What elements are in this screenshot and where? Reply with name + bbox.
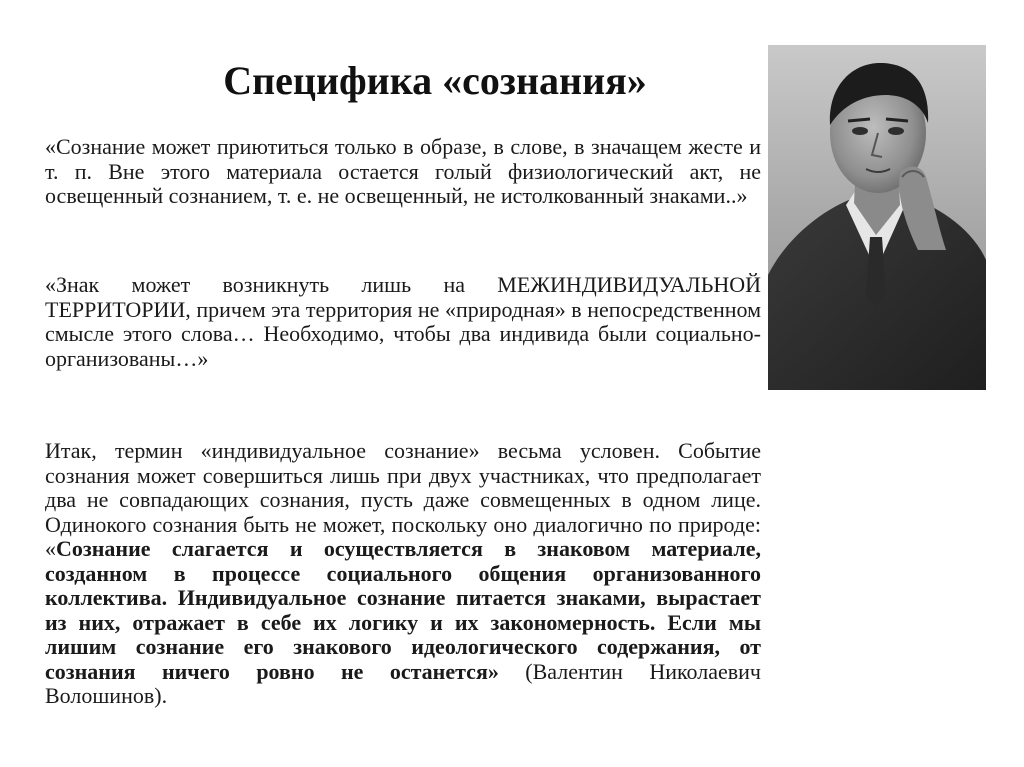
portrait-image (768, 45, 986, 390)
conclusion-attribution: (Валентин Николаевич Волошинов). (45, 658, 761, 708)
slide-title: Специфика «сознания» (223, 57, 647, 103)
conclusion-intro: Итак, термин «индивидуальное сознание» весьма условен. Событие сознания может совершиться лишь при двух участниках, что предполагает два не совпадающих сознания, пусть даже совмещенных в одном лице. Одинокого сознания быть не может, поскольку оно диалогично по природе: « (45, 438, 761, 561)
quote-paragraph-1: «Сознание может приютиться только в образе, в слове, в значащем жесте и т. п. Вне этого материала остается голый физиологический акт, не освещенный сознанием, т. е. не освещенный, не истолкованный знаками..» (45, 134, 761, 208)
portrait-photo (768, 45, 986, 390)
quote-paragraph-2: «Знак может возникнуть лишь на МЕЖИНДИВИДУАЛЬНОЙ ТЕРРИТОРИИ, причем эта территория не «природная» в непосредственном смысле этого слова… Необходимо, чтобы два индивида были социально-организованы…» (45, 272, 761, 371)
conclusion-paragraph (45, 439, 761, 709)
conclusion-bold-quote: Сознание слагается и осуществляется в знаковом материале, созданном в процессе социального общения организованного коллектива. Индивидуальное сознание питается знаками, вырастает из них, отражает в себе их логику и их закономерность. Если мы лишим сознание его знакового идеологического содержания, от сознания ничего ровно не останется» (45, 536, 761, 684)
